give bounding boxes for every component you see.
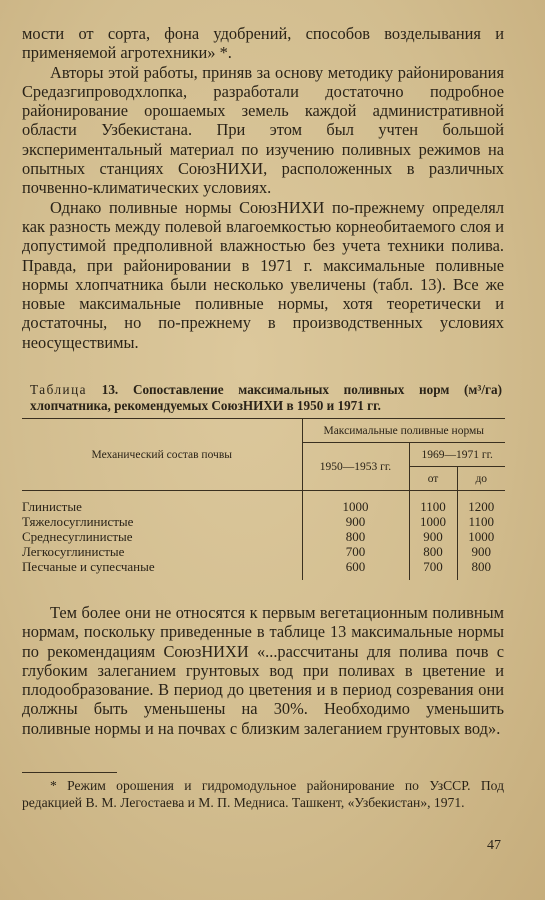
paragraph-1-continuation: мости от сорта, фона удобрений, способов возделывания и применяемой агротехники» *.	[22, 24, 504, 63]
irrigation-norms-table	[22, 418, 505, 580]
page-number: 47	[487, 838, 501, 853]
body-text-top	[22, 24, 504, 352]
header-max-norms: Максимальные поливные нормы	[302, 419, 505, 443]
table-row: Среднесуглинистые 800 900 1000	[22, 529, 505, 544]
header-soil-composition: Механический состав почвы	[22, 419, 302, 491]
header-to: до	[457, 467, 505, 491]
table-title: Сопоставление максимальных поливных норм (м³/га) хлопчатника, рекомендуемых СоюзНИХИ в 1950 и 1971 гг.	[30, 382, 503, 413]
table-caption	[30, 382, 502, 414]
header-1950-1953: 1950—1953 гг.	[302, 443, 409, 491]
paragraph-2: Авторы этой работы, приняв за основу методику районирования Средазгипроводхлопка, разработали достаточно подробное районирование орошаемых земель каждой административной области Узбекистана. При этом был учтен большой экспериментальный материал по изучению поливных режимов на опытных станциях СоюзНИХИ, расположенных в различных почвенно-климатических условиях.	[22, 62, 504, 198]
header-1969-1971: 1969—1971 гг.	[409, 443, 505, 467]
body-text-bottom	[22, 603, 504, 738]
header-from: от	[409, 467, 457, 491]
table-label: Таблица	[30, 382, 88, 397]
table-row: Глинистые 1000 1100 1200	[22, 499, 505, 514]
footnote: * Режим орошения и гидромодульное районирование по УзССР. Под редакцией В. М. Легостаева и М. П. Меднисa. Ташкент, «Узбекистан», 1971.	[22, 778, 504, 810]
table-row: Тяжелосуглинистые 900 1000 1100	[22, 514, 505, 529]
footnote-divider	[22, 772, 117, 773]
table-number: 13.	[101, 382, 119, 397]
paragraph-4: Тем более они не относятся к первым вегетационным поливным нормам, поскольку приведенные в таблице 13 максимальные нормы по рекомендациям СоюзНИХИ «...рассчитаны для полива почв с глубоким залеганием грунтовых вод при поливах в цветение и плодообразование. В период до цветения и в период созревания они должны быть уменьшены на 30%. Необходимо уменьшить поливные нормы и на почвах с близким залеганием грунтовых вод».	[22, 603, 504, 738]
table-row: Легкосуглинистые 700 800 900	[22, 544, 505, 559]
table-row: Песчаные и супесчаные 600 700 800	[22, 559, 505, 574]
paragraph-3: Однако поливные нормы СоюзНИХИ по-прежнему определял как разность между полевой влагоемкостью корнеобитаемого слоя и допустимой предполивной влажностью без учета техники полива. Правда, при районировании в 1971 г. максимальные поливные нормы хлопчатника были несколько увеличены (табл. 13). Все же новые максимальные поливные нормы, хотя теоретически и достаточны, но по-прежнему в производственных условиях неосуществимы.	[22, 197, 504, 352]
